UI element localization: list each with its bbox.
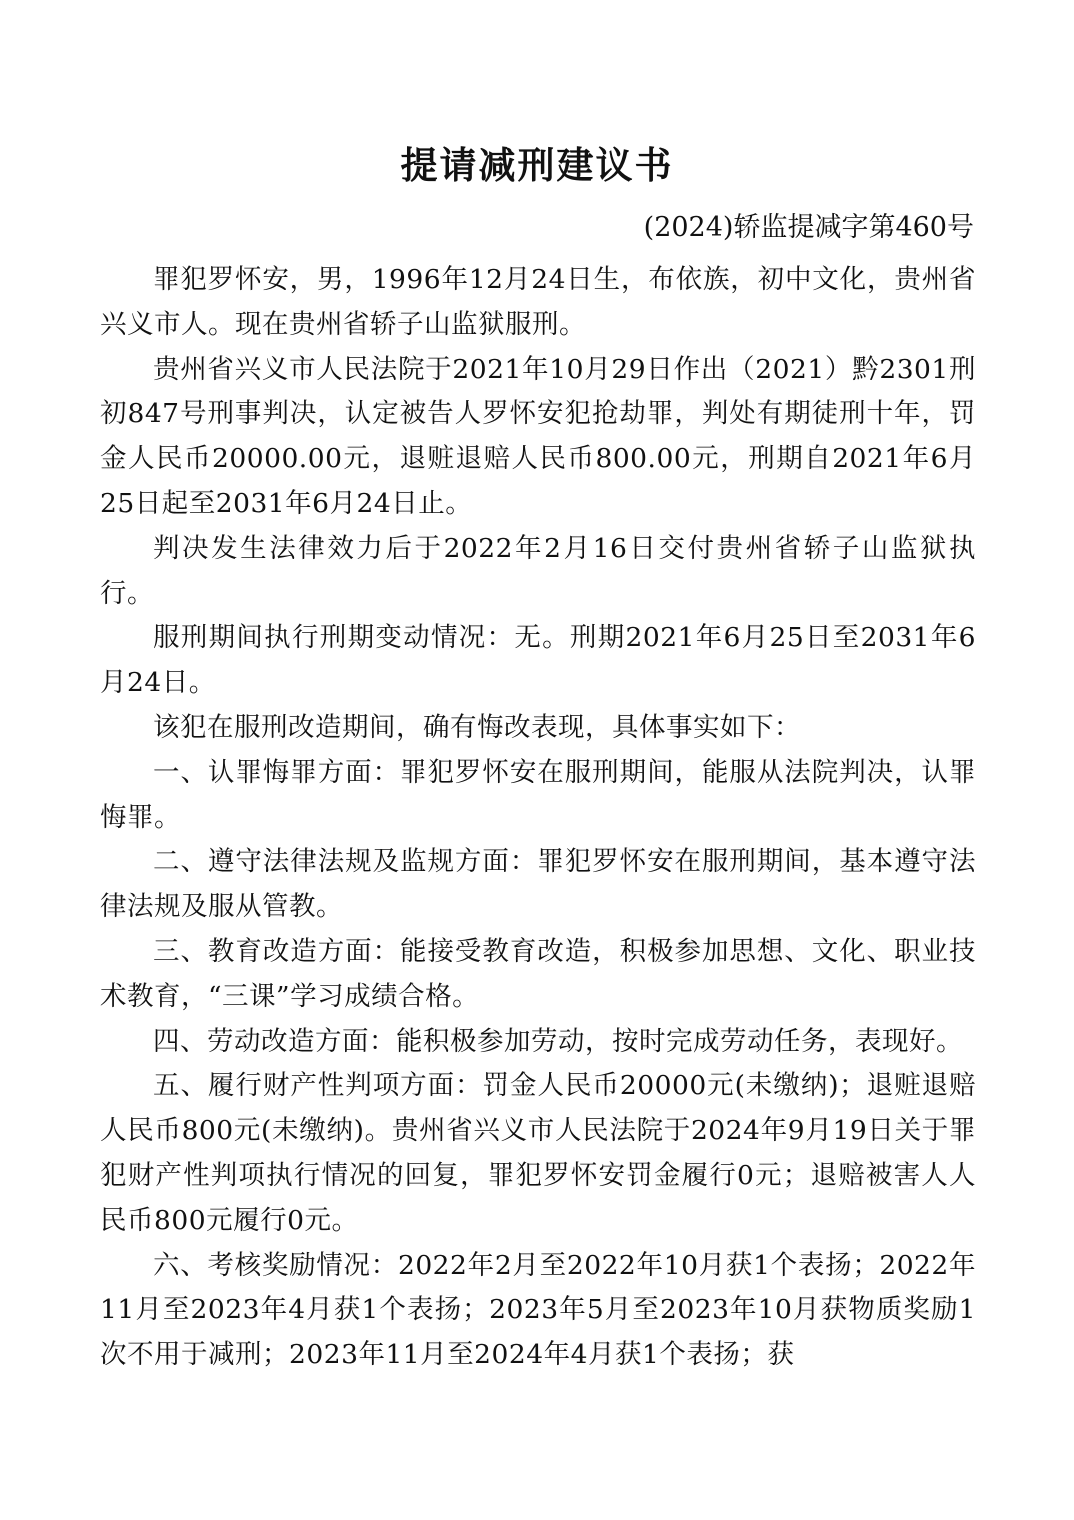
paragraph-execution: 判决发生法律效力后于2022年2月16日交付贵州省轿子山监狱执行。	[100, 532, 976, 609]
paragraph-item-1: 一、认罪悔罪方面：罪犯罗怀安在服刑期间，能服从法院判决，认罪悔罪。	[100, 756, 976, 833]
paragraph-item-5: 五、履行财产性判项方面：罚金人民币20000元(未缴纳)；退赃退赔人民币800元(未缴纳)。贵州省兴义市人民法院于2024年9月19日关于罪犯财产性判项执行情况的回复，罪犯罗怀安罚金履行0元；退赔被害人人民币800元履行0元。	[100, 1070, 976, 1236]
paragraph-item-4: 四、劳动改造方面：能积极参加劳动，按时完成劳动任务，表现好。	[153, 1025, 963, 1057]
paragraph-item-2: 二、遵守法律法规及监规方面：罪犯罗怀安在服刑期间，基本遵守法律法规及服从管教。	[100, 846, 976, 923]
document-body	[100, 258, 976, 1378]
paragraph-item-3: 三、教育改造方面：能接受教育改造，积极参加思想、文化、职业技术教育，“三课”学习成绩合格。	[100, 935, 976, 1012]
document-title: 提请减刑建议书	[400, 144, 674, 187]
document-number: (2024)轿监提减字第460号	[643, 212, 974, 243]
paragraph-sentence-changes: 服刑期间执行刑期变动情况：无。刑期2021年6月25日至2031年6月24日。	[100, 622, 976, 699]
paragraph-judgment: 贵州省兴义市人民法院于2021年10月29日作出（2021）黔2301刑初847号刑事判决，认定被告人罗怀安犯抢劫罪，判处有期徒刑十年，罚金人民币20000.00元，退赃退赔人民币800.00元，刑期自2021年6月25日起至2031年6月24日止。	[100, 353, 976, 519]
paragraph-personal-info: 罪犯罗怀安，男，1996年12月24日生，布依族，初中文化，贵州省兴义市人。现在贵州省轿子山监狱服刑。	[100, 264, 976, 340]
paragraph-repentance-intro: 该犯在服刑改造期间，确有悔改表现，具体事实如下：	[153, 711, 801, 743]
paragraph-item-6: 六、考核奖励情况：2022年2月至2022年10月获1个表扬；2022年11月至2023年4月获1个表扬；2023年5月至2023年10月获物质奖励1次不用于减刑；2023年11月至2024年4月获1个表扬；获	[100, 1249, 976, 1371]
